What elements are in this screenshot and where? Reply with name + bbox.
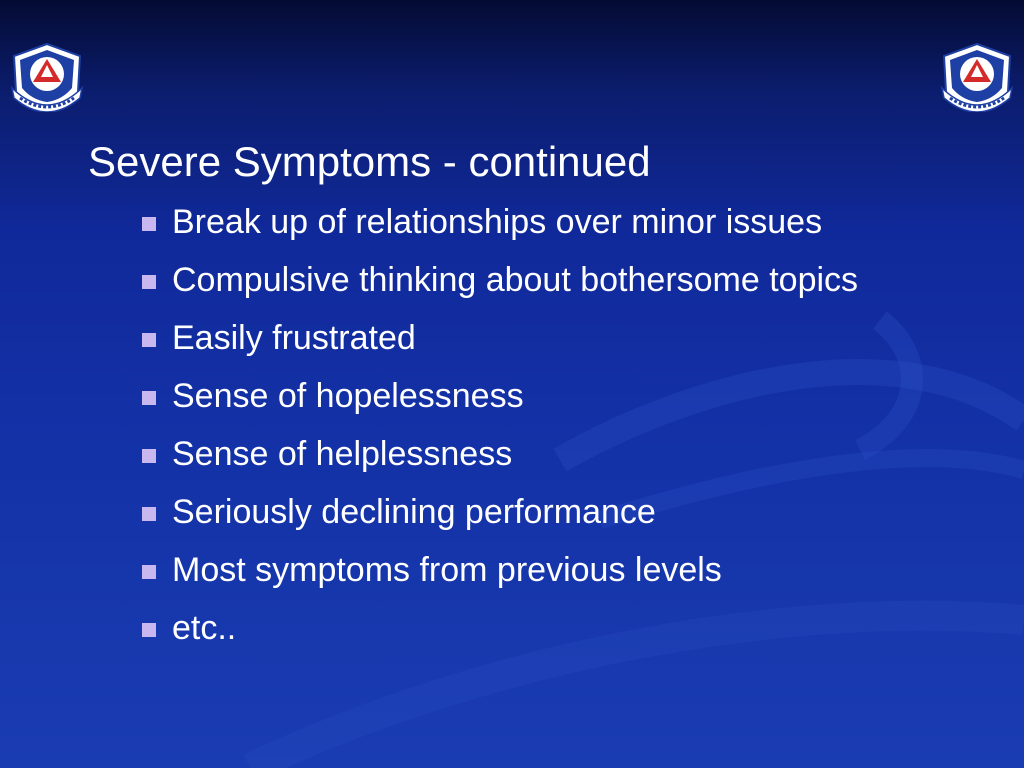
square-bullet-icon [142, 391, 156, 405]
square-bullet-icon [142, 333, 156, 347]
bullet-item [140, 606, 960, 650]
bullet-text: Easily frustrated [172, 319, 416, 357]
bullet-item [140, 548, 960, 592]
square-bullet-icon [142, 217, 156, 231]
bullet-text: Compulsive thinking about bothersome topics [172, 261, 859, 299]
square-bullet-icon [142, 507, 156, 521]
bullet-item [140, 258, 960, 302]
bullet-item [140, 200, 960, 244]
bullet-item [140, 432, 960, 476]
square-bullet-icon [142, 565, 156, 579]
bullet-list [140, 200, 960, 664]
bullet-text: etc.. [172, 609, 237, 647]
bullet-text: Most symptoms from previous levels [172, 551, 722, 589]
square-bullet-icon [142, 275, 156, 289]
bullet-text: Seriously declining performance [172, 493, 656, 531]
civil-air-patrol-emblem-left [8, 42, 86, 112]
bullet-item [140, 490, 960, 534]
bullet-text: Break up of relationships over minor issues [172, 203, 823, 241]
bullet-item [140, 374, 960, 418]
square-bullet-icon [142, 623, 156, 637]
bullet-text: Sense of helplessness [172, 435, 513, 473]
civil-air-patrol-emblem-right [938, 42, 1016, 112]
slide-title: Severe Symptoms - continued [88, 138, 651, 185]
bullet-item [140, 316, 960, 360]
square-bullet-icon [142, 449, 156, 463]
bullet-text: Sense of hopelessness [172, 377, 524, 415]
